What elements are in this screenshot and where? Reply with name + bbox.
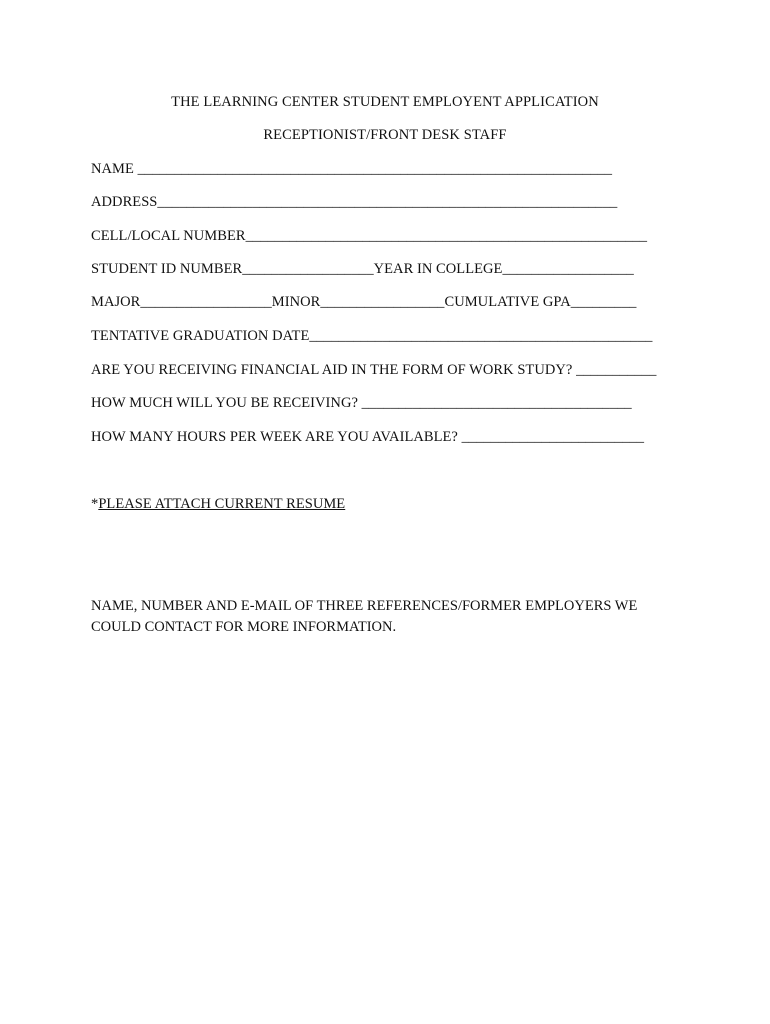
graduation-date-field[interactable]: TENTATIVE GRADUATION DATE_______________________________________________ [91,328,653,344]
aid-amount-field[interactable]: HOW MUCH WILL YOU BE RECEIVING? _____________________________________ [91,395,632,411]
resume-note [91,496,345,513]
resume-note-prefix: * [91,496,99,512]
form-subtitle: RECEPTIONIST/FRONT DESK STAFF [263,127,507,143]
cell-local-number-field[interactable]: CELL/LOCAL NUMBER_______________________________________________________ [91,228,648,244]
address-field[interactable]: ADDRESS_______________________________________________________________ [91,194,618,210]
references-line-2: COULD CONTACT FOR MORE INFORMATION. [91,619,397,635]
references-instructions [91,596,691,638]
major-minor-gpa-field[interactable]: MAJOR__________________MINOR_________________CUMULATIVE GPA_________ [91,294,637,310]
student-id-year-field[interactable]: STUDENT ID NUMBER__________________YEAR IN COLLEGE__________________ [91,261,634,277]
form-title: THE LEARNING CENTER STUDENT EMPLOYENT APPLICATION [171,94,599,110]
hours-available-field[interactable]: HOW MANY HOURS PER WEEK ARE YOU AVAILABLE? _________________________ [91,429,645,445]
work-study-field[interactable]: ARE YOU RECEIVING FINANCIAL AID IN THE FORM OF WORK STUDY? ___________ [91,362,657,378]
name-field[interactable]: NAME _________________________________________________________________ [91,161,613,177]
references-line-1: NAME, NUMBER AND E-MAIL OF THREE REFERENCES/FORMER EMPLOYERS WE [91,598,638,614]
resume-note-text: PLEASE ATTACH CURRENT RESUME [98,496,346,512]
